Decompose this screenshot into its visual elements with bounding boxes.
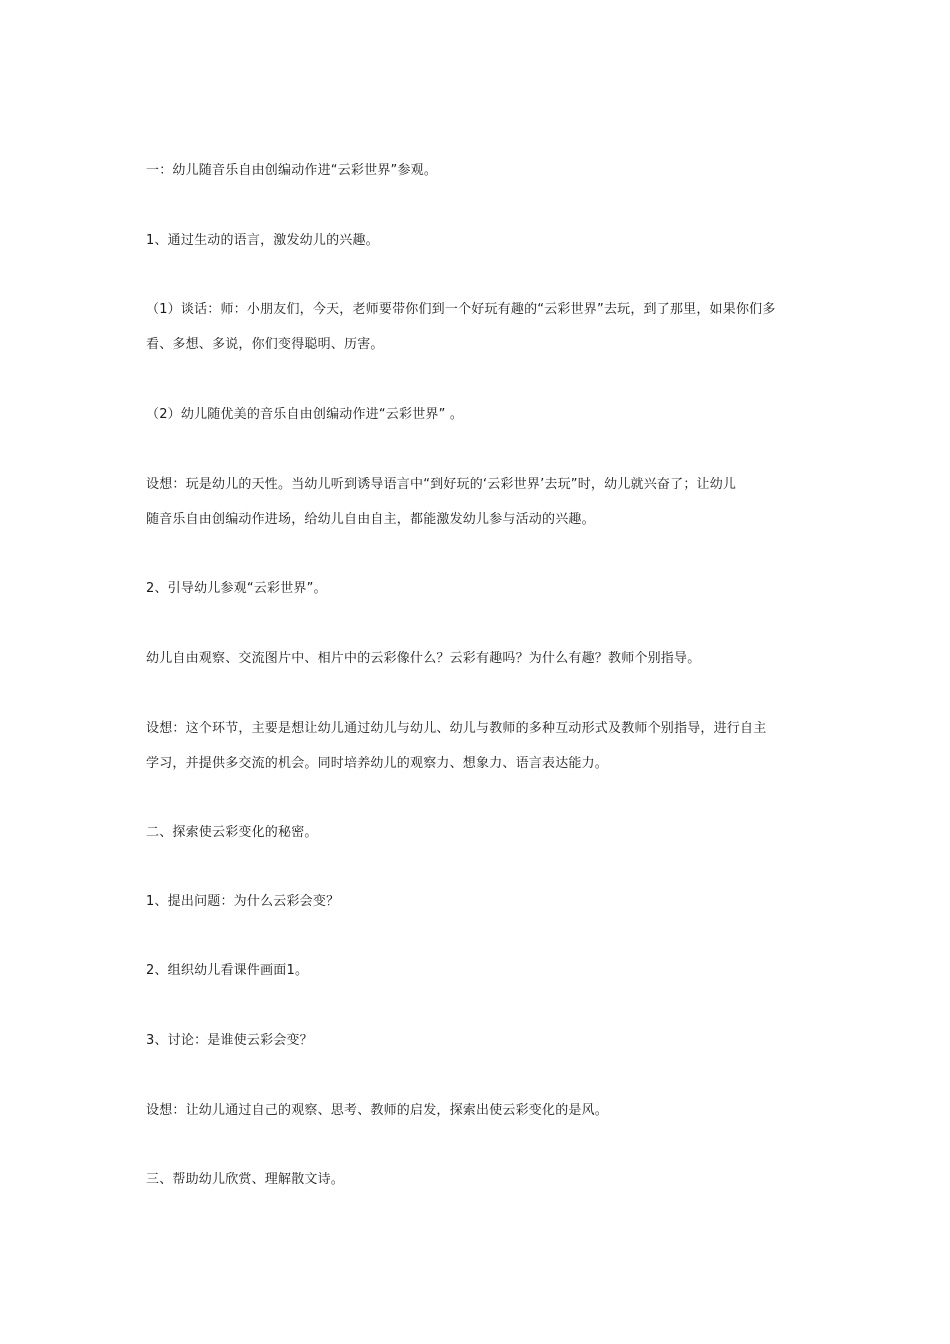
step-2-heading: 2、引导幼儿参观“云彩世界”。 bbox=[146, 581, 327, 596]
section-two-heading: 二、探索使云彩变化的秘密。 bbox=[146, 825, 318, 840]
design-note-3-line: 设想：让幼儿通过自己的观察、思考、教师的启发，探索出使云彩变化的是风。 bbox=[146, 1103, 609, 1118]
design-note-2-line-1: 设想：这个环节，主要是想让幼儿通过幼儿与幼儿、幼儿与教师的多种互动形式及教师个别指导，进行自主 bbox=[146, 721, 767, 736]
design-note-1-line-1: 设想：玩是幼儿的天性。当幼儿听到诱导语言中“到好玩的‘云彩世界’去玩”时，幼儿就兴奋了；让幼儿 bbox=[146, 477, 737, 492]
discussion-line: 3、讨论：是谁使云彩会变？ bbox=[146, 1033, 313, 1048]
music-movement-line: （2）幼儿随优美的音乐自由创编动作进“云彩世界” 。 bbox=[146, 407, 464, 422]
section-one-heading: 一：幼儿随音乐自由创编动作进“云彩世界”参观。 bbox=[146, 163, 438, 178]
step-1-heading: 1、通过生动的语言，激发幼儿的兴趣。 bbox=[146, 233, 379, 248]
talk-paragraph-line-2: 看、多想、多说，你们变得聪明、历害。 bbox=[146, 337, 384, 352]
design-note-1-line-2: 随音乐自由创编动作进场，给幼儿自由自主，都能激发幼儿参与活动的兴趣。 bbox=[146, 512, 595, 527]
talk-paragraph-line-1: （1）谈话：师：小朋友们，今天，老师要带你们到一个好玩有趣的“云彩世界”去玩，到了那里，如果你们多 bbox=[146, 302, 776, 317]
courseware-line: 2、组织幼儿看课件画面1。 bbox=[146, 963, 309, 978]
section-three-heading: 三、帮助幼儿欣赏、理解散文诗。 bbox=[146, 1172, 345, 1187]
design-note-2-line-2: 学习，并提供多交流的机会。同时培养幼儿的观察力、想象力、语言表达能力。 bbox=[146, 756, 609, 771]
question-line: 1、提出问题：为什么云彩会变？ bbox=[146, 894, 340, 909]
observation-line: 幼儿自由观察、交流图片中、相片中的云彩像什么？云彩有趣吗？为什么有趣？教师个别指导。 bbox=[146, 651, 701, 666]
